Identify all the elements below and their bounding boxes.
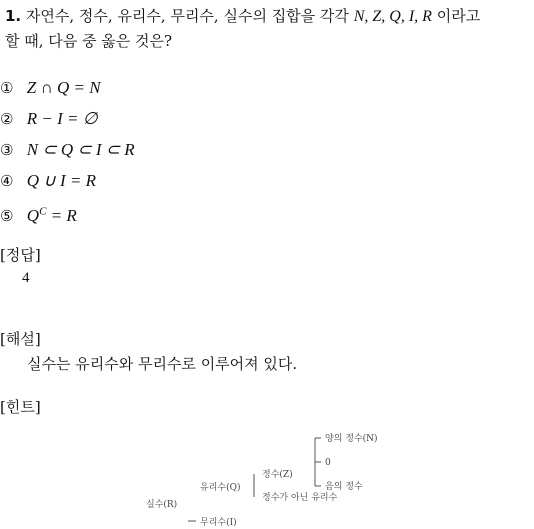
choice-2-expression: R − I = ∅: [26, 109, 98, 128]
choice-5-number: ⑤: [0, 206, 14, 225]
answer-value: 4: [22, 270, 30, 286]
choice-5-expression: [27, 206, 77, 225]
question-text-1: 자연수, 정수, 유리수, 무리수, 실수의 집합을 각각: [25, 7, 349, 25]
choice-1[interactable]: [0, 76, 101, 100]
question-sets: N, Z, Q, I, R: [353, 8, 432, 25]
hint-negative-integer: 음의 정수: [325, 482, 363, 492]
hint-zero: 0: [325, 458, 331, 468]
choice-4[interactable]: [0, 169, 96, 193]
hint-non-integer-rational: 정수가 아닌 유리수: [262, 493, 338, 503]
choice-4-number: ④: [0, 172, 14, 190]
hint-real: 실수(R): [146, 500, 178, 510]
choice-4-expression: Q ∪ I = R: [26, 171, 97, 190]
choice-2-number: ②: [0, 110, 14, 128]
hint-positive-integer: 양의 정수(N): [325, 434, 378, 444]
choice-1-number: ①: [0, 79, 14, 97]
choice-3-expression: N ⊂ Q ⊂ I ⊂ R: [26, 140, 135, 159]
answer-label: [정답]: [0, 246, 41, 264]
explanation-label: [해설]: [0, 330, 41, 348]
hint-irrational: 무리수(I): [200, 518, 237, 528]
question-text-2: 이라고: [436, 7, 481, 25]
question-text-3: 할 때, 다음 중 옳은 것은?: [5, 32, 173, 50]
choice-1-expression: Z ∩ Q = N: [26, 78, 101, 97]
question-number: 1.: [5, 7, 22, 25]
choice-5[interactable]: [0, 199, 77, 223]
hint-integer: 정수(Z): [262, 470, 293, 480]
hint-label: [힌트]: [0, 398, 41, 416]
choice-2[interactable]: [0, 107, 98, 131]
hint-rational: 유리수(Q): [200, 483, 241, 493]
explanation-text: 실수는 유리수와 무리수로 이루어져 있다.: [27, 355, 298, 373]
choice-5-base: Q: [26, 205, 40, 225]
choice-3-number: ③: [0, 141, 14, 159]
choice-5-rest: = R: [46, 205, 77, 225]
question: [5, 4, 531, 53]
choice-3[interactable]: [0, 138, 135, 162]
choice-5-superscript: C: [39, 205, 47, 217]
